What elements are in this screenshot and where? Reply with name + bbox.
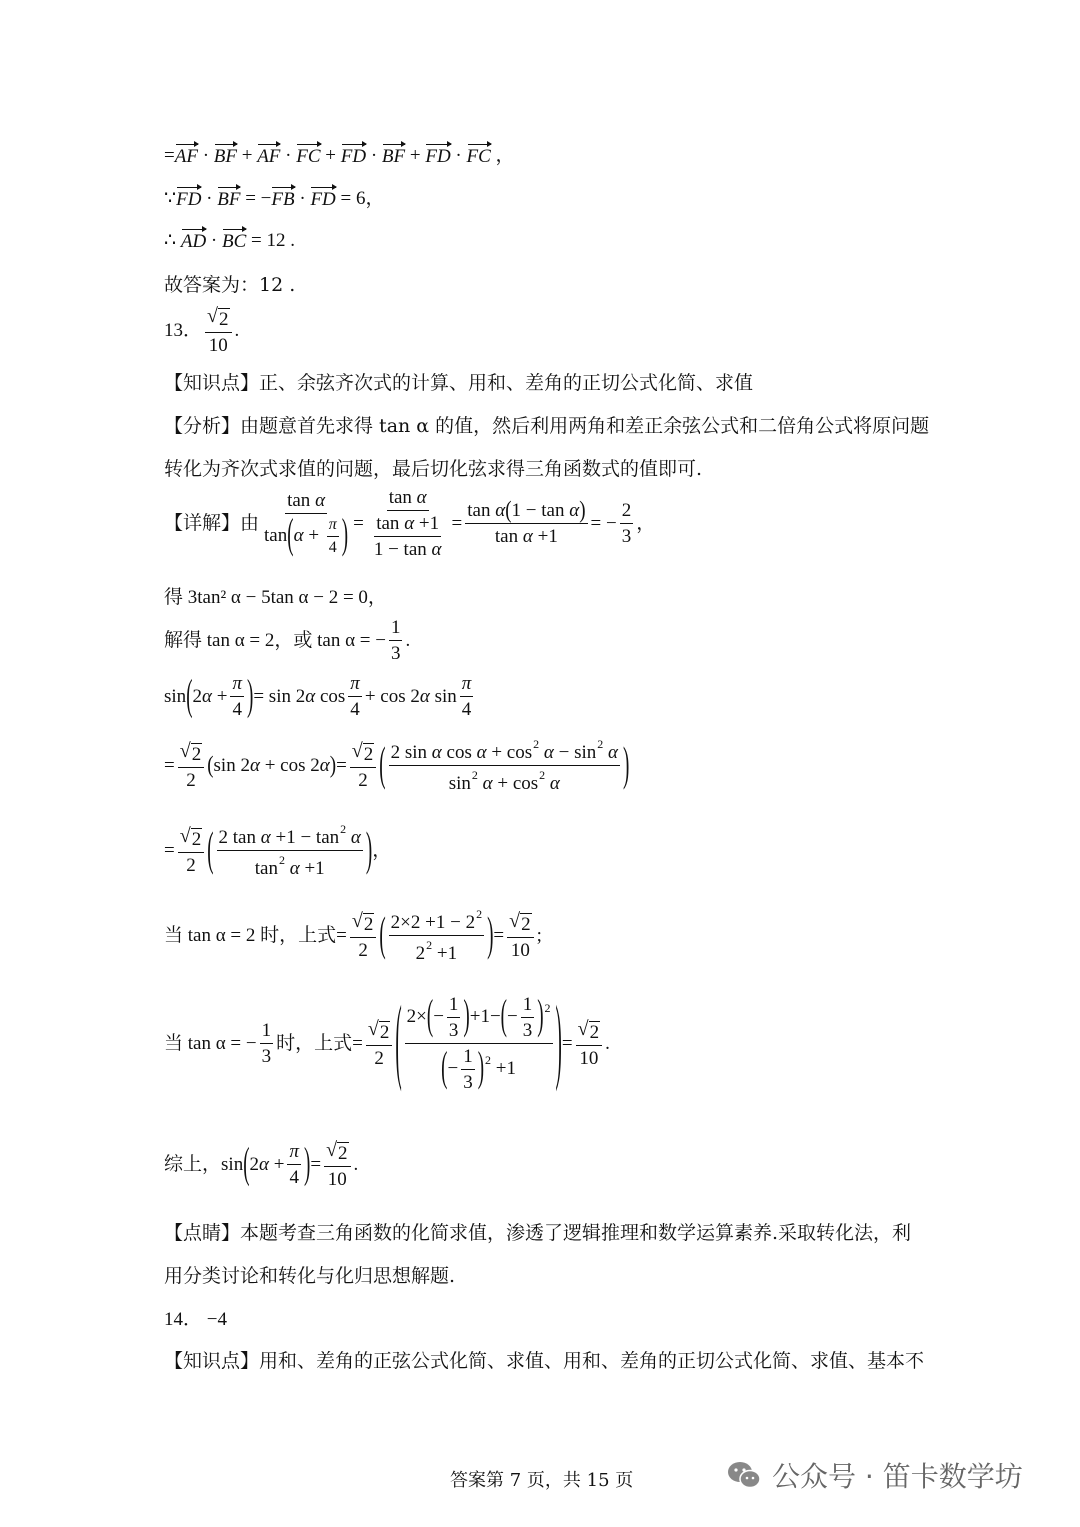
tag: 【知识点】 xyxy=(164,1350,260,1372)
expansion-line-3: = √ 2 2 ( $\frac{2 \tan \alpha +1 - \tan^2 \alpha}{\tan^2 \alpha +1}$ ) ， xyxy=(164,822,392,879)
expansion-line-2: = √ 2 2 ( sin 2α + cos 2α ) = √ 2 2 ( $\frac{2 \sin \alpha \cos \alpha + \cos^2 \alpha - \sin^2 \alpha}{\sin^2 \alpha + \cos^2 \alpha}$ ) xyxy=(164,737,630,794)
question-14-answer: 14． −4 xyxy=(164,1309,227,1330)
question-13-answer: 13． √ 2 10 . xyxy=(164,305,240,356)
equation-line-1: = AF · BF + AF · FC + FD · BF + FD · FC ， xyxy=(164,144,515,167)
tag: 【点睛】 xyxy=(164,1222,241,1244)
watermark xyxy=(726,1455,1023,1495)
equation-result: = 12 . xyxy=(251,229,295,251)
knowledge-point-13: 【知识点】正、余弦齐次式的计算、用和、差角的正切公式化简、求值 xyxy=(164,372,754,394)
case-2-line: 当 tan α = − $\frac{1}{3}$ 时，上式= √ 2 2 ( 2×(− $\frac{1}{3}$ )+1−(− $\frac{1}{3}$ )$^2$ (− $\frac{1}{3}$ )$^2$ +1 ) = √ 2 10 . xyxy=(164,991,610,1096)
equation-result: = 6， xyxy=(340,187,385,209)
sin-expansion-line: sin ( 2α + $\frac{\pi}{4}$ ) = sin 2α cos $\frac{\pi}{4}$ + cos 2α sin $\frac{\pi}{4}$ xyxy=(164,672,472,721)
question-number: 13． xyxy=(164,320,203,341)
page-footer: 答案第 7 页，共 15 页 xyxy=(450,1470,634,1491)
answer-fraction: √ 2 10 xyxy=(205,306,231,355)
vector-bf: BF xyxy=(213,146,237,167)
equation-line-2: ∵ FD · BF = − FB · FD = 6， xyxy=(164,187,385,210)
tag: 【知识点】 xyxy=(164,372,260,394)
summary-line: 综上， sin ( 2α + $\frac{\pi}{4}$ ) = √ 2 10 . xyxy=(164,1139,359,1190)
text-you: 由 xyxy=(240,513,260,534)
wechat-icon xyxy=(726,1460,762,1490)
equals-sign: = xyxy=(164,144,175,166)
watermark-text: 公众号 · 笛卡数学坊 xyxy=(772,1460,1023,1493)
therefore-symbol: ∴ xyxy=(164,229,177,251)
analysis-13-line-1: 【分析】由题意首先求得 tan α 的值，然后利用两角和差正余弦公式和二倍角公式将原问题 xyxy=(164,415,930,437)
detail-13-equation: 【详解】 由 tan α tan(α + $\frac{\pi}{4}$ ) = $\frac{\text{tan α}}{\frac{\text{tan α +1}}{\text{1 − tan α}}}$ = $\frac{\text{tan α(1 − tan α)}}{\text{tan α +1}}$ = − $\frac{2}{3}$ ， xyxy=(164,487,656,560)
vector-af: AF xyxy=(174,146,198,167)
knowledge-point-14: 【知识点】用和、差角的正弦公式化简、求值、用和、差角的正切公式化简、求值、基本不 xyxy=(164,1350,925,1372)
detail-13-line-2: 得 3tan² α − 5tan α − 2 = 0， xyxy=(164,587,387,608)
dianjing-line-1: 【点睛】本题考查三角函数的化简求值，渗透了逻辑推理和数学运算素养.采取转化法，利 xyxy=(164,1222,912,1244)
equation-line-3: ∴ AD · BC = 12 . xyxy=(164,229,295,252)
case-1-line: 当 tan α = 2 时，上式= √ 2 2 ( $\frac{2\times 2 +1 - 2^2}{2^2 +1}$ ) = √ 2 10 ; xyxy=(164,907,542,964)
tag: 【分析】 xyxy=(164,415,241,437)
dianjing-line-2: 用分类讨论和转化与化归思想解题. xyxy=(164,1265,456,1287)
answer-line: 故答案为：12 . xyxy=(164,274,296,296)
tag: 【详解】 xyxy=(164,513,241,534)
because-symbol: ∵ xyxy=(164,187,177,209)
analysis-13-line-2: 转化为齐次式求值的问题，最后切化弦求得三角函数式的值即可. xyxy=(164,458,703,480)
detail-13-line-3: 解得 tan α = 2，或 tan α = − $\frac{1}{3}$ . xyxy=(164,617,411,664)
